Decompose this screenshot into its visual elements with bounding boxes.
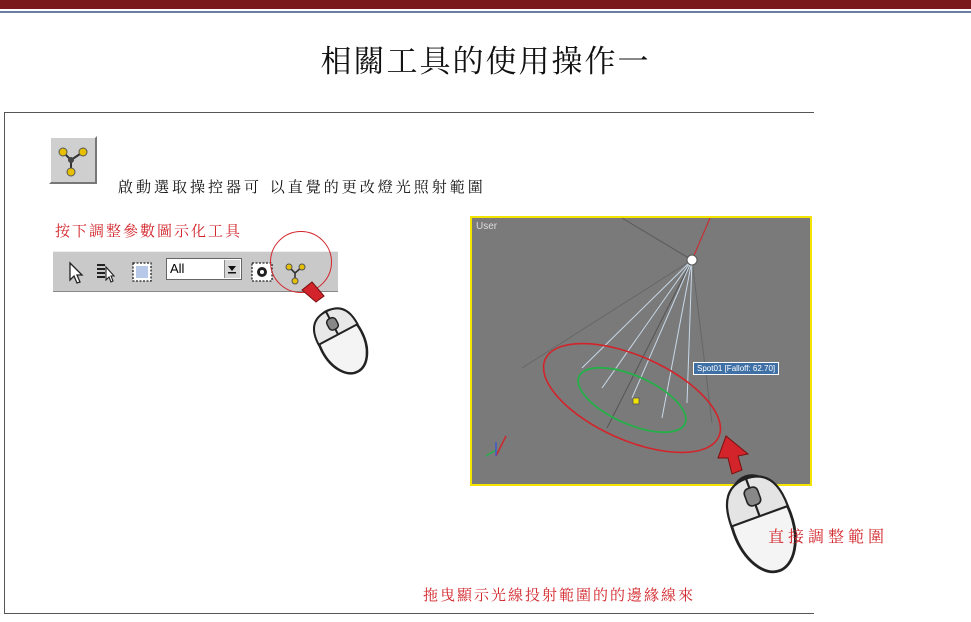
red-arrow-icon	[718, 436, 748, 474]
toolbar-hint-caption: 按下調整參數圖示化工具	[55, 222, 243, 240]
mouse-icon	[298, 278, 378, 392]
viewport-label: User	[476, 221, 498, 232]
select-by-name-icon[interactable]	[93, 258, 119, 286]
falloff-tooltip: Spot01 [Falloff: 62.70]	[693, 362, 779, 375]
red-arrow-icon	[302, 282, 324, 302]
direct-adjust-caption: 直接調整範圍	[768, 527, 889, 546]
mouse-icon	[706, 424, 806, 584]
header-bar	[0, 0, 971, 9]
main-caption: 啟動選取操控器可 以直覺的更改燈光照射範圍	[118, 178, 486, 196]
rectangular-selection-icon[interactable]	[129, 258, 155, 286]
header-line	[0, 11, 971, 13]
selection-filter-value: All	[170, 261, 185, 276]
selection-filter-dropdown[interactable]	[166, 258, 242, 280]
select-arrow-icon[interactable]	[63, 258, 89, 286]
select-manipulate-large-icon[interactable]	[49, 136, 97, 184]
dropdown-arrow-icon[interactable]	[224, 260, 240, 278]
slide-title: 相關工具的使用操作一	[320, 44, 651, 80]
drag-hint-caption: 拖曳顯示光線投射範圍的的邊緣線來	[423, 586, 696, 604]
manipulator-glyph-icon	[51, 138, 95, 182]
